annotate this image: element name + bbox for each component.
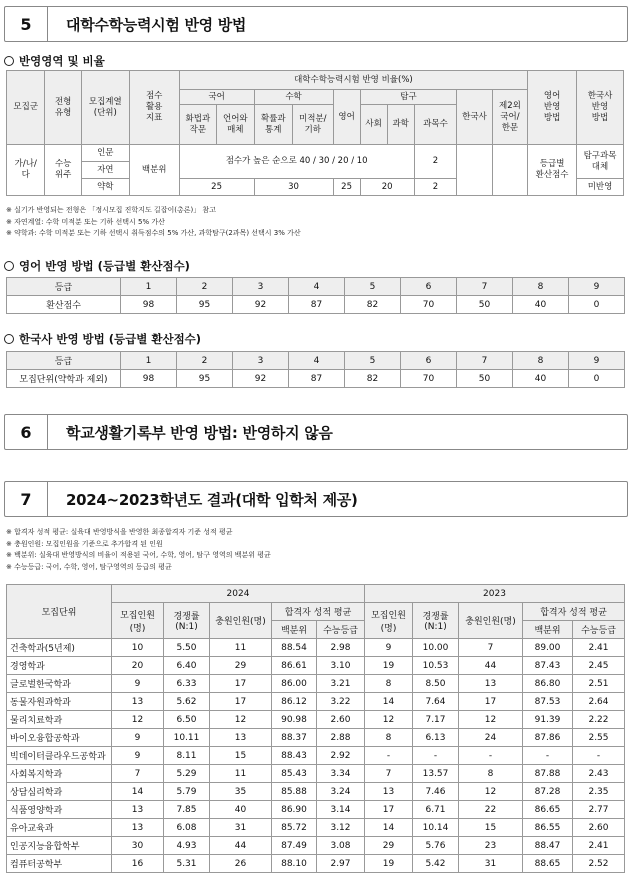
score-cell: 70 bbox=[401, 370, 457, 388]
value-cell: 86.90 bbox=[272, 801, 317, 819]
value-cell: 31 bbox=[459, 855, 523, 873]
hdr-hist-method: 한국사 반영 방법 bbox=[577, 71, 624, 145]
value-cell: 8.11 bbox=[164, 747, 210, 765]
section-5-header bbox=[4, 6, 628, 42]
section-title: 학교생활기록부 반영 방법: 반영하지 않음 bbox=[66, 423, 333, 442]
value-cell: 8 bbox=[459, 765, 523, 783]
value-cell: 2.52 bbox=[573, 855, 625, 873]
results-notes bbox=[6, 527, 271, 573]
cell-inquiry-ratio: 20 bbox=[360, 179, 414, 196]
value-cell: 87.43 bbox=[523, 657, 573, 675]
hdr-second-lang: 제2외 국어/ 한문 bbox=[492, 90, 527, 145]
history-subtitle-row bbox=[4, 331, 201, 347]
value-cell: 14 bbox=[112, 783, 164, 801]
value-cell: 2.41 bbox=[573, 837, 625, 855]
value-cell: 3.21 bbox=[317, 675, 365, 693]
cell-unit-humanities: 인문 bbox=[81, 145, 129, 162]
value-cell: 2.51 bbox=[573, 675, 625, 693]
score-cell: 82 bbox=[345, 296, 401, 314]
grade-cell: 6 bbox=[401, 352, 457, 370]
cell-english-ratio: 25 bbox=[333, 179, 360, 196]
grade-cell: 9 bbox=[569, 352, 625, 370]
value-cell: 3.14 bbox=[317, 801, 365, 819]
value-cell: 86.55 bbox=[523, 819, 573, 837]
section-6-header bbox=[4, 414, 628, 450]
table-row bbox=[7, 783, 625, 801]
grade-cell: 8 bbox=[513, 278, 569, 296]
hdr-k2: 언어와 매체 bbox=[217, 105, 254, 145]
hdr-i1: 사회 bbox=[360, 105, 387, 145]
table-row bbox=[7, 639, 625, 657]
hdr-quota-2024: 모집인원 (명) bbox=[112, 603, 164, 639]
csat-subtitle: 반영영역 및 비율 bbox=[19, 54, 105, 68]
dept-name-cell: 동물자원과학과 bbox=[7, 693, 112, 711]
value-cell: 35 bbox=[210, 783, 272, 801]
results-body bbox=[7, 639, 625, 873]
hdr-quota-2023: 모집인원 (명) bbox=[365, 603, 413, 639]
hdr-year-2023: 2023 bbox=[365, 585, 625, 603]
value-cell: 9 bbox=[112, 747, 164, 765]
value-cell: 16 bbox=[112, 855, 164, 873]
value-cell: 8 bbox=[365, 675, 413, 693]
hdr-pct-2023: 백분위 bbox=[523, 621, 573, 639]
value-cell: 2.98 bbox=[317, 639, 365, 657]
grade-cell: 6 bbox=[401, 278, 457, 296]
grade-cell: 4 bbox=[289, 278, 345, 296]
hdr-m1: 확률과 통계 bbox=[254, 105, 292, 145]
hdr-english: 영어 bbox=[333, 90, 360, 145]
section-number: 7 bbox=[5, 482, 48, 516]
hdr-avg-2024: 합격자 성적 평균 bbox=[272, 603, 365, 621]
value-cell: 3.12 bbox=[317, 819, 365, 837]
value-cell: 17 bbox=[210, 693, 272, 711]
cell-math-ratio: 30 bbox=[254, 179, 333, 196]
value-cell: 17 bbox=[459, 693, 523, 711]
value-cell: 13 bbox=[365, 783, 413, 801]
value-cell: 44 bbox=[459, 657, 523, 675]
dept-name-cell: 빅데이터클라우드공학과 bbox=[7, 747, 112, 765]
value-cell: 7.64 bbox=[413, 693, 459, 711]
value-cell: 3.22 bbox=[317, 693, 365, 711]
dept-name-cell: 물리치료학과 bbox=[7, 711, 112, 729]
value-cell: 5.79 bbox=[164, 783, 210, 801]
value-cell: 5.76 bbox=[413, 837, 459, 855]
value-cell: 2.77 bbox=[573, 801, 625, 819]
grade-cell: 5 bbox=[345, 278, 401, 296]
value-cell: 44 bbox=[210, 837, 272, 855]
note: ※ 약학과: 수학 미적분 또는 기하 선택시 취득점수의 5% 가산, 과학탐구(2과목) 선택시 3% 가산 bbox=[6, 229, 301, 237]
table-row bbox=[7, 657, 625, 675]
score-cell: 92 bbox=[233, 296, 289, 314]
value-cell: 6.40 bbox=[164, 657, 210, 675]
grade-cell: 2 bbox=[177, 352, 233, 370]
section-title: 대학수학능력시험 반영 방법 bbox=[66, 15, 247, 34]
value-cell: 88.47 bbox=[523, 837, 573, 855]
value-cell: 24 bbox=[459, 729, 523, 747]
value-cell: - bbox=[523, 747, 573, 765]
cell-hist-method: 탐구과목 대체 bbox=[577, 145, 624, 179]
table-row bbox=[7, 711, 625, 729]
value-cell: 86.61 bbox=[272, 657, 317, 675]
section-7-header bbox=[4, 481, 628, 517]
value-cell: 87.88 bbox=[523, 765, 573, 783]
value-cell: 10 bbox=[112, 639, 164, 657]
grade-cell: 5 bbox=[345, 352, 401, 370]
value-cell: 12 bbox=[459, 783, 523, 801]
value-cell: 2.43 bbox=[573, 765, 625, 783]
hdr-type: 전형 유형 bbox=[45, 71, 81, 145]
value-cell: 85.88 bbox=[272, 783, 317, 801]
value-cell: 22 bbox=[459, 801, 523, 819]
hdr-k1: 화법과 작문 bbox=[179, 105, 216, 145]
value-cell: 12 bbox=[459, 711, 523, 729]
value-cell: 7.46 bbox=[413, 783, 459, 801]
value-cell: 7.85 bbox=[164, 801, 210, 819]
value-cell: 23 bbox=[459, 837, 523, 855]
value-cell: 4.93 bbox=[164, 837, 210, 855]
value-cell: 8.50 bbox=[413, 675, 459, 693]
table-row bbox=[7, 819, 625, 837]
value-cell: 2.45 bbox=[573, 657, 625, 675]
dept-name-cell: 건축학과(5년제) bbox=[7, 639, 112, 657]
bullet-circle-icon bbox=[4, 334, 14, 344]
note: ※ 합격자 성적 평균: 실육대 반영방식을 반영한 최종합격자 기준 성적 평균 bbox=[6, 528, 233, 536]
score-cell: 95 bbox=[177, 370, 233, 388]
value-cell: 89.00 bbox=[523, 639, 573, 657]
hdr-pct-2024: 백분위 bbox=[272, 621, 317, 639]
value-cell: 11 bbox=[210, 639, 272, 657]
value-cell: 87.86 bbox=[523, 729, 573, 747]
cell-eng-method: 등급별 환산점수 bbox=[528, 145, 577, 196]
value-cell: 13 bbox=[112, 693, 164, 711]
score-cell: 50 bbox=[457, 296, 513, 314]
score-cell: 98 bbox=[121, 296, 177, 314]
value-cell: 9 bbox=[365, 639, 413, 657]
value-cell: 12 bbox=[112, 711, 164, 729]
value-cell: 6.33 bbox=[164, 675, 210, 693]
value-cell: 17 bbox=[365, 801, 413, 819]
hdr-added-2024: 충원인원(명) bbox=[210, 603, 272, 639]
hdr-rate-2023: 경쟁률 (N:1) bbox=[413, 603, 459, 639]
dept-name-cell: 경영학과 bbox=[7, 657, 112, 675]
value-cell: 7.17 bbox=[413, 711, 459, 729]
value-cell: 40 bbox=[210, 801, 272, 819]
value-cell: 6.08 bbox=[164, 819, 210, 837]
cell-unit-pharmacy: 약학 bbox=[81, 179, 129, 196]
english-subtitle: 영어 반영 방법 (등급별 환산점수) bbox=[19, 259, 190, 273]
value-cell: 14 bbox=[365, 819, 413, 837]
dept-name-cell: 글로벌한국학과 bbox=[7, 675, 112, 693]
cell-hist-method-pharmacy: 미반영 bbox=[577, 179, 624, 196]
value-cell: 2.35 bbox=[573, 783, 625, 801]
hdr-unit: 모집계열 (단위) bbox=[81, 71, 129, 145]
note: ※ 수능등급: 국어, 수학, 영어, 탐구영역의 등급의 평균 bbox=[6, 562, 172, 571]
dept-name-cell: 유아교육과 bbox=[7, 819, 112, 837]
value-cell: 29 bbox=[365, 837, 413, 855]
value-cell: 9 bbox=[112, 729, 164, 747]
table-row bbox=[7, 675, 625, 693]
history-subtitle: 한국사 반영 방법 (등급별 환산점수) bbox=[19, 332, 202, 346]
value-cell: 5.29 bbox=[164, 765, 210, 783]
table-row bbox=[7, 693, 625, 711]
value-cell: 13 bbox=[210, 729, 272, 747]
value-cell: 88.10 bbox=[272, 855, 317, 873]
grade-cell: 9 bbox=[569, 278, 625, 296]
table-row bbox=[7, 837, 625, 855]
value-cell: 6.50 bbox=[164, 711, 210, 729]
section-number: 5 bbox=[5, 7, 48, 41]
value-cell: - bbox=[459, 747, 523, 765]
value-cell: 3.34 bbox=[317, 765, 365, 783]
value-cell: 7 bbox=[365, 765, 413, 783]
value-cell: 3.08 bbox=[317, 837, 365, 855]
score-cell: 0 bbox=[569, 370, 625, 388]
note: ※ 충원인원: 모집인원을 기준으로 추가합격 된 인원 bbox=[6, 539, 163, 548]
hdr-grade-2024: 수능등급 bbox=[317, 621, 365, 639]
value-cell: 87.53 bbox=[523, 693, 573, 711]
history-grade-label: 등급 bbox=[7, 352, 121, 370]
value-cell: 15 bbox=[459, 819, 523, 837]
value-cell: 12 bbox=[365, 711, 413, 729]
value-cell: 10.53 bbox=[413, 657, 459, 675]
grade-cell: 4 bbox=[289, 352, 345, 370]
hdr-i2: 과학 bbox=[387, 105, 414, 145]
score-cell: 87 bbox=[289, 296, 345, 314]
grade-cell: 2 bbox=[177, 278, 233, 296]
cell-type: 수능 위주 bbox=[45, 145, 81, 196]
grade-cell: 1 bbox=[121, 352, 177, 370]
note: ※ 실기가 반영되는 전형은 「정시모집 진학지도 길잡이(총론)」 참고 bbox=[6, 206, 216, 214]
value-cell: 2.60 bbox=[317, 711, 365, 729]
value-cell: 11 bbox=[210, 765, 272, 783]
value-cell: 19 bbox=[365, 657, 413, 675]
value-cell: 2.60 bbox=[573, 819, 625, 837]
grade-cell: 7 bbox=[457, 278, 513, 296]
hdr-added-2023: 충원인원(명) bbox=[459, 603, 523, 639]
value-cell: 2.41 bbox=[573, 639, 625, 657]
value-cell: 88.43 bbox=[272, 747, 317, 765]
history-grade-table bbox=[6, 351, 625, 388]
score-cell: 40 bbox=[513, 370, 569, 388]
score-cell: 87 bbox=[289, 370, 345, 388]
value-cell: 2.88 bbox=[317, 729, 365, 747]
note: ※ 자연계열: 수학 미적분 또는 기하 선택시 5% 가산 bbox=[6, 217, 165, 226]
hdr-group: 모집군 bbox=[7, 71, 45, 145]
english-grade-label: 등급 bbox=[7, 278, 121, 296]
value-cell: 88.54 bbox=[272, 639, 317, 657]
value-cell: 88.65 bbox=[523, 855, 573, 873]
hdr-korean: 국어 bbox=[179, 90, 254, 105]
score-cell: 40 bbox=[513, 296, 569, 314]
cell-count-pharmacy: 2 bbox=[414, 179, 457, 196]
history-score-label: 모집단위(약학과 제외) bbox=[7, 370, 121, 388]
value-cell: 86.80 bbox=[523, 675, 573, 693]
hdr-history: 한국사 bbox=[457, 90, 492, 145]
value-cell: 86.00 bbox=[272, 675, 317, 693]
score-cell: 0 bbox=[569, 296, 625, 314]
score-cell: 92 bbox=[233, 370, 289, 388]
value-cell: 14 bbox=[365, 693, 413, 711]
hdr-inquiry: 탐구 bbox=[360, 90, 457, 105]
value-cell: 85.43 bbox=[272, 765, 317, 783]
dept-name-cell: 컴퓨터공학부 bbox=[7, 855, 112, 873]
cell-history-ratio bbox=[457, 145, 492, 196]
value-cell: 15 bbox=[210, 747, 272, 765]
value-cell: 2.22 bbox=[573, 711, 625, 729]
value-cell: 2.55 bbox=[573, 729, 625, 747]
dept-name-cell: 인공지능융합학부 bbox=[7, 837, 112, 855]
value-cell: 31 bbox=[210, 819, 272, 837]
hdr-avg-2023: 합격자 성적 평균 bbox=[523, 603, 625, 621]
value-cell: 5.62 bbox=[164, 693, 210, 711]
value-cell: 19 bbox=[365, 855, 413, 873]
table-row bbox=[7, 765, 625, 783]
value-cell: 5.42 bbox=[413, 855, 459, 873]
hdr-score: 점수 활용 지표 bbox=[129, 71, 179, 145]
csat-notes bbox=[6, 205, 301, 240]
value-cell: 12 bbox=[210, 711, 272, 729]
value-cell: 29 bbox=[210, 657, 272, 675]
value-cell: 8 bbox=[365, 729, 413, 747]
value-cell: 87.49 bbox=[272, 837, 317, 855]
cell-score: 백분위 bbox=[129, 145, 179, 196]
value-cell: 2.92 bbox=[317, 747, 365, 765]
hdr-ratio: 대학수학능력시험 반영 비율(%) bbox=[179, 71, 528, 90]
value-cell: 87.28 bbox=[523, 783, 573, 801]
value-cell: 26 bbox=[210, 855, 272, 873]
table-row bbox=[7, 747, 625, 765]
results-table bbox=[6, 584, 625, 873]
english-grade-table bbox=[6, 277, 625, 314]
value-cell: 5.31 bbox=[164, 855, 210, 873]
value-cell: 10.14 bbox=[413, 819, 459, 837]
cell-korean-ratio: 25 bbox=[179, 179, 254, 196]
grade-cell: 3 bbox=[233, 278, 289, 296]
hdr-rate-2024: 경쟁률 (N:1) bbox=[164, 603, 210, 639]
dept-name-cell: 식품영양학과 bbox=[7, 801, 112, 819]
section-title: 2024~2023학년도 결과(대학 입학처 제공) bbox=[66, 490, 358, 509]
value-cell: 10.00 bbox=[413, 639, 459, 657]
value-cell: 2.97 bbox=[317, 855, 365, 873]
value-cell: 13 bbox=[112, 819, 164, 837]
value-cell: 88.37 bbox=[272, 729, 317, 747]
value-cell: 13 bbox=[112, 801, 164, 819]
value-cell: 91.39 bbox=[523, 711, 573, 729]
score-cell: 95 bbox=[177, 296, 233, 314]
value-cell: 85.72 bbox=[272, 819, 317, 837]
value-cell: 30 bbox=[112, 837, 164, 855]
csat-subtitle-row bbox=[4, 53, 105, 69]
table-row bbox=[7, 729, 625, 747]
cell-order-note: 점수가 높은 순으로 40 / 30 / 20 / 10 bbox=[179, 145, 414, 179]
value-cell: 13.57 bbox=[413, 765, 459, 783]
dept-name-cell: 상담심리학과 bbox=[7, 783, 112, 801]
value-cell: 86.12 bbox=[272, 693, 317, 711]
hdr-eng-method: 영어 반영 방법 bbox=[528, 71, 577, 145]
hdr-m2: 미적분/ 기하 bbox=[293, 105, 334, 145]
value-cell: 9 bbox=[112, 675, 164, 693]
value-cell: 7 bbox=[112, 765, 164, 783]
cell-group: 가/나/ 다 bbox=[7, 145, 45, 196]
table-row bbox=[7, 801, 625, 819]
table-row bbox=[7, 855, 625, 873]
value-cell: 5.50 bbox=[164, 639, 210, 657]
value-cell: - bbox=[573, 747, 625, 765]
value-cell: - bbox=[413, 747, 459, 765]
value-cell: 17 bbox=[210, 675, 272, 693]
grade-cell: 7 bbox=[457, 352, 513, 370]
cell-second-lang bbox=[492, 145, 527, 196]
grade-cell: 8 bbox=[513, 352, 569, 370]
value-cell: 90.98 bbox=[272, 711, 317, 729]
english-score-label: 환산점수 bbox=[7, 296, 121, 314]
value-cell: 13 bbox=[459, 675, 523, 693]
value-cell: 10.11 bbox=[164, 729, 210, 747]
hdr-math: 수학 bbox=[254, 90, 333, 105]
bullet-circle-icon bbox=[4, 261, 14, 271]
dept-name-cell: 바이오융합공학과 bbox=[7, 729, 112, 747]
dept-name-cell: 사회복지학과 bbox=[7, 765, 112, 783]
cell-unit-science: 자연 bbox=[81, 162, 129, 179]
hdr-i3: 과목수 bbox=[414, 105, 457, 145]
value-cell: 86.65 bbox=[523, 801, 573, 819]
score-cell: 50 bbox=[457, 370, 513, 388]
english-subtitle-row bbox=[4, 258, 190, 274]
csat-ratio-table bbox=[6, 70, 624, 196]
hdr-grade-2023: 수능등급 bbox=[573, 621, 625, 639]
value-cell: - bbox=[365, 747, 413, 765]
hdr-year-2024: 2024 bbox=[112, 585, 365, 603]
value-cell: 3.24 bbox=[317, 783, 365, 801]
note: ※ 백분위: 실육대 반영방식의 비율이 적용된 국어, 수학, 영어, 탐구 영역의 백분위 평균 bbox=[6, 551, 271, 559]
grade-cell: 1 bbox=[121, 278, 177, 296]
score-cell: 70 bbox=[401, 296, 457, 314]
value-cell: 3.10 bbox=[317, 657, 365, 675]
score-cell: 82 bbox=[345, 370, 401, 388]
cell-count: 2 bbox=[414, 145, 457, 179]
value-cell: 7 bbox=[459, 639, 523, 657]
bullet-circle-icon bbox=[4, 56, 14, 66]
value-cell: 20 bbox=[112, 657, 164, 675]
grade-cell: 3 bbox=[233, 352, 289, 370]
value-cell: 6.13 bbox=[413, 729, 459, 747]
score-cell: 98 bbox=[121, 370, 177, 388]
section-number: 6 bbox=[5, 415, 48, 449]
value-cell: 6.71 bbox=[413, 801, 459, 819]
hdr-dept: 모집단위 bbox=[7, 585, 112, 639]
value-cell: 2.64 bbox=[573, 693, 625, 711]
